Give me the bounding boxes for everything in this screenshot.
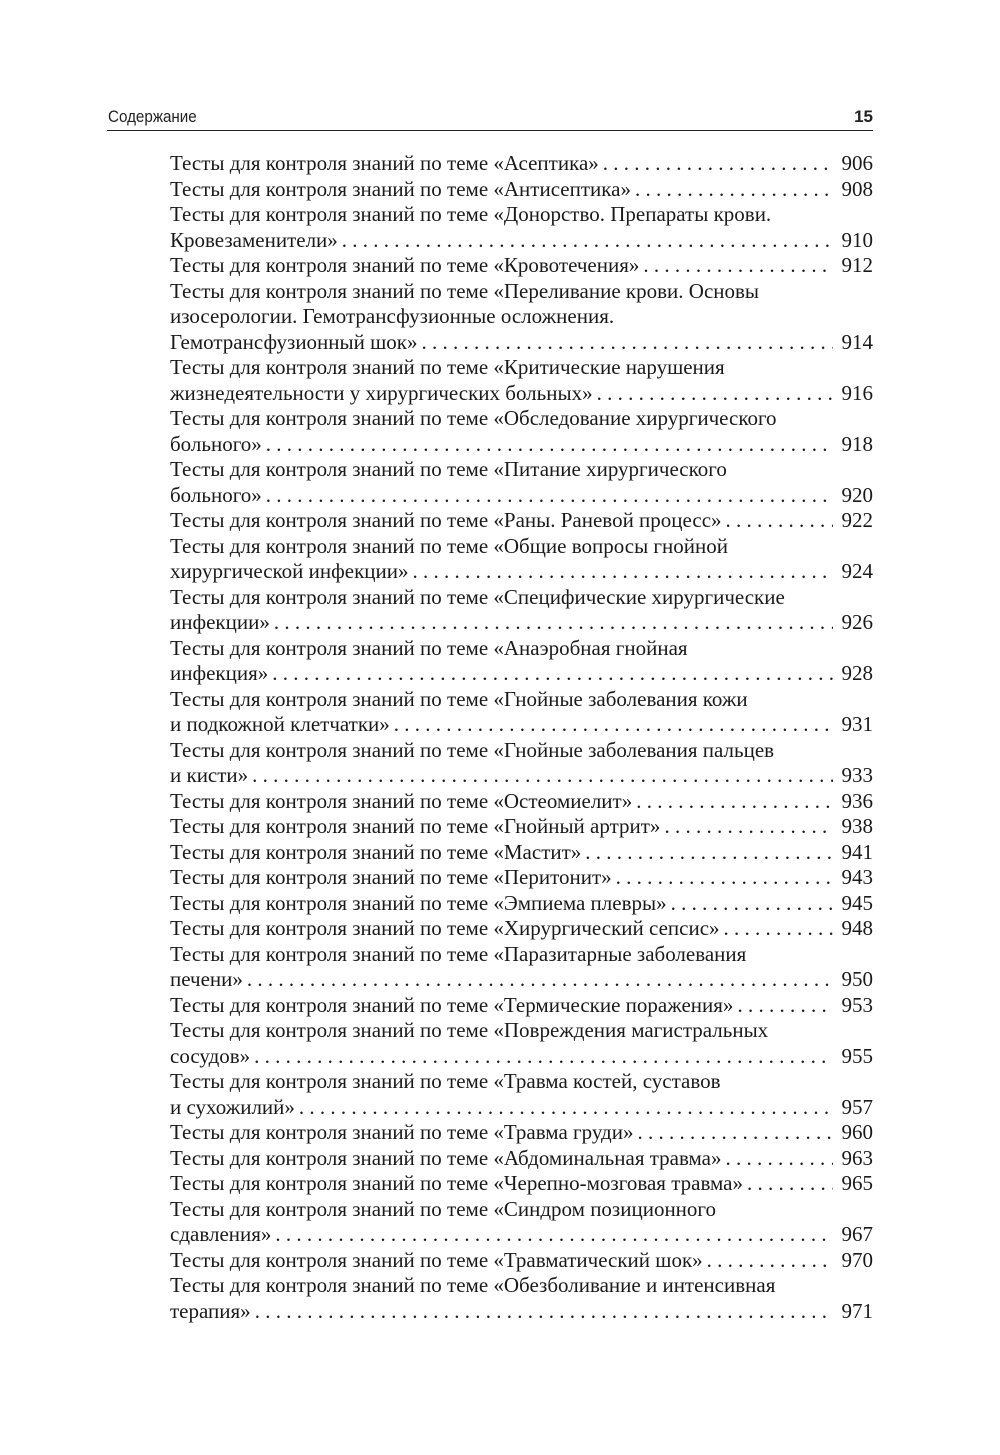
toc-entry[interactable] — [170, 738, 873, 789]
toc-entry-line: Тесты для контроля знаний по теме «Переливание крови. Основы — [170, 278, 760, 303]
toc-entry-page: 928 — [841, 661, 873, 685]
toc-entry-text: Тесты для контроля знаний по теме «Черепно-мозговая травма» — [170, 1171, 743, 1195]
toc-entry[interactable] — [170, 687, 873, 738]
toc-entry-page: 910 — [841, 227, 873, 252]
toc-entry[interactable] — [170, 151, 873, 177]
toc-entry-line — [170, 508, 873, 534]
toc-entry-line: Тесты для контроля знаний по теме «Обследование хирургического — [170, 406, 777, 430]
toc-entry-text: Тесты для контроля знаний по теме «Перитонит» — [170, 865, 612, 889]
toc-entry-page: 931 — [841, 712, 873, 736]
dot-leader — [747, 1171, 833, 1197]
toc-entry-line — [170, 712, 873, 738]
running-header — [107, 104, 873, 131]
toc-entry[interactable] — [170, 916, 873, 942]
toc-entry-line: Тесты для контроля знаний по теме «Донорство. Препараты крови. — [170, 202, 772, 226]
toc-entry[interactable] — [170, 1171, 873, 1197]
toc-entry-line: Тесты для контроля знаний по теме «Критические нарушения — [170, 355, 725, 379]
toc-entry[interactable] — [170, 202, 873, 253]
toc-entry-line — [170, 993, 873, 1019]
toc-entry-line — [170, 610, 873, 636]
toc-entry[interactable] — [170, 1146, 873, 1172]
toc-entry-page: 955 — [841, 1043, 873, 1068]
dot-leader — [342, 228, 833, 254]
toc-entry-text: и кисти» — [170, 763, 249, 787]
toc-entry-line — [170, 483, 873, 509]
toc-entry-line: Тесты для контроля знаний по теме «Синдром позиционного — [170, 1196, 717, 1221]
toc-entry-line — [170, 228, 873, 254]
toc-entry-text: терапия» — [170, 1298, 251, 1323]
toc-entry-text: Тесты для контроля знаний по теме «Раны. Раневой процесс» — [170, 508, 722, 532]
dot-leader — [252, 763, 833, 789]
toc-entry-line — [170, 789, 873, 815]
dot-leader — [274, 610, 833, 636]
toc-entry-line — [170, 661, 873, 687]
toc-entry-text: жизнедеятельности у хирургических больных» — [170, 380, 593, 405]
toc-entry[interactable] — [170, 636, 873, 687]
toc-entry-page: 936 — [841, 788, 873, 813]
toc-entry[interactable] — [170, 534, 873, 585]
toc-entry[interactable] — [170, 814, 873, 840]
running-header-title: Содержание — [108, 108, 197, 126]
toc-entry-page: 945 — [841, 890, 873, 915]
dot-leader — [635, 177, 833, 203]
toc-entry-line — [170, 916, 873, 942]
toc-entry-text: инфекции» — [170, 610, 270, 634]
toc-entry-text: и сухожилий» — [170, 1094, 295, 1119]
toc-entry[interactable] — [170, 1120, 873, 1146]
toc-entry-line — [170, 891, 873, 917]
toc-entry-text: Гемотрансфузионный шок» — [170, 329, 418, 354]
dot-leader — [266, 483, 833, 509]
toc-entry-line — [170, 840, 873, 866]
toc-entry-line — [170, 1299, 873, 1325]
toc-entry-line — [170, 1044, 873, 1070]
toc-entry-line: Тесты для контроля знаний по теме «Обезболивание и интенсивная — [170, 1273, 776, 1297]
toc-entry-page: 926 — [841, 610, 873, 634]
toc-entry-page: 906 — [841, 151, 873, 175]
toc-entry-line — [170, 814, 873, 840]
toc-entry[interactable] — [170, 993, 873, 1019]
dot-leader — [275, 1222, 833, 1248]
toc-entry-page: 912 — [841, 253, 873, 277]
toc-entry-line — [170, 1222, 873, 1248]
toc-entry[interactable] — [170, 891, 873, 917]
toc-entry[interactable] — [170, 355, 873, 406]
toc-entry[interactable] — [170, 177, 873, 203]
toc-entry-page: 933 — [841, 763, 873, 787]
toc-entry-text: инфекция» — [170, 661, 269, 685]
toc-entry-line — [170, 253, 873, 279]
toc-entry[interactable] — [170, 457, 873, 508]
dot-leader — [299, 1095, 833, 1121]
toc-entry[interactable] — [170, 840, 873, 866]
toc-entry-page: 914 — [841, 329, 873, 354]
toc-entry-page: 924 — [841, 559, 873, 583]
toc-entry[interactable] — [170, 1197, 873, 1248]
toc-entry-page: 916 — [841, 380, 873, 405]
toc-entry[interactable] — [170, 508, 873, 534]
toc-entry-page: 953 — [841, 992, 873, 1017]
toc-entry-text: больного» — [170, 431, 262, 456]
page-number: 15 — [854, 107, 873, 126]
toc-entry-line — [170, 967, 873, 993]
toc-entry-text: Тесты для контроля знаний по теме «Остеомиелит» — [170, 788, 633, 813]
toc-entry-page: 967 — [841, 1222, 873, 1246]
toc-entry-line: Тесты для контроля знаний по теме «Питание хирургического — [170, 457, 727, 481]
dot-leader — [643, 253, 833, 279]
toc-entry-line — [170, 151, 873, 177]
toc-entry-page: 965 — [841, 1171, 873, 1195]
toc-entry-page: 963 — [841, 1145, 873, 1170]
toc-entry-page: 957 — [841, 1094, 873, 1119]
toc-entry-line: Тесты для контроля знаний по теме «Гнойные заболевания кожи — [170, 686, 748, 711]
toc-entry-line — [170, 865, 873, 891]
toc-entry-line: Тесты для контроля знаний по теме «Паразитарные заболевания — [170, 941, 747, 966]
table-of-contents — [170, 151, 873, 1324]
toc-entry-page: 922 — [841, 508, 873, 532]
toc-entry-text: сосудов» — [170, 1043, 251, 1068]
toc-entry-line — [170, 177, 873, 203]
toc-entry-text: Тесты для контроля знаний по теме «Травматический шок» — [170, 1247, 703, 1272]
dot-leader — [413, 559, 834, 585]
toc-entry-page: 908 — [841, 176, 873, 201]
toc-entry-text: сдавления» — [170, 1222, 272, 1246]
toc-entry-line — [170, 559, 873, 585]
toc-entry-page: 948 — [841, 916, 873, 940]
dot-leader — [707, 1248, 833, 1274]
toc-entry-line — [170, 763, 873, 789]
toc-entry-text: Тесты для контроля знаний по теме «Термические поражения» — [170, 992, 734, 1017]
toc-entry-line: Тесты для контроля знаний по теме «Специфические хирургические — [170, 584, 785, 609]
toc-entry-text: Тесты для контроля знаний по теме «Гнойный артрит» — [170, 814, 661, 838]
toc-entry-line — [170, 432, 873, 458]
dot-leader — [266, 432, 833, 458]
toc-entry-text: Кровезаменители» — [170, 227, 338, 252]
toc-entry-page: 918 — [841, 431, 873, 456]
toc-entry-line: изосерологии. Гемотрансфузионные осложнения. — [170, 304, 615, 328]
dot-leader — [616, 865, 833, 891]
toc-entry-line: Тесты для контроля знаний по теме «Анаэробная гнойная — [170, 635, 688, 660]
dot-leader — [737, 993, 833, 1019]
toc-entry-line: Тесты для контроля знаний по теме «Общие вопросы гнойной — [170, 533, 728, 558]
toc-entry-text: хирургической инфекции» — [170, 559, 409, 583]
dot-leader — [422, 330, 833, 356]
toc-entry[interactable] — [170, 406, 873, 457]
toc-entry-text: Тесты для контроля знаний по теме «Кровотечения» — [170, 253, 640, 277]
dot-leader — [254, 1044, 833, 1070]
toc-entry[interactable] — [170, 585, 873, 636]
toc-entry[interactable] — [170, 1273, 873, 1324]
toc-entry-page: 970 — [841, 1247, 873, 1272]
dot-leader — [726, 508, 833, 534]
toc-entry-line: Тесты для контроля знаний по теме «Травма костей, суставов — [170, 1069, 721, 1093]
toc-entry-text: больного» — [170, 482, 262, 507]
toc-entry-text: печени» — [170, 967, 243, 991]
toc-entry-text: Тесты для контроля знаний по теме «Травма груди» — [170, 1120, 634, 1144]
toc-entry-line — [170, 1095, 873, 1121]
toc-entry-text: Тесты для контроля знаний по теме «Абдоминальная травма» — [170, 1145, 722, 1170]
toc-entry-text: Тесты для контроля знаний по теме «Эмпиема плевры» — [170, 890, 667, 915]
toc-entry-text: Тесты для контроля знаний по теме «Хирургический сепсис» — [170, 916, 720, 940]
toc-entry-text: Тесты для контроля знаний по теме «Антисептика» — [170, 176, 631, 201]
toc-entry-page: 941 — [841, 839, 873, 864]
toc-entry[interactable] — [170, 1069, 873, 1120]
dot-leader — [724, 916, 833, 942]
toc-entry-line — [170, 1120, 873, 1146]
dot-leader — [636, 789, 833, 815]
dot-leader — [272, 661, 833, 687]
toc-entry-text: Тесты для контроля знаний по теме «Асептика» — [170, 151, 599, 175]
toc-entry-text: Тесты для контроля знаний по теме «Мастит» — [170, 839, 582, 864]
dot-leader — [247, 967, 833, 993]
dot-leader — [664, 814, 833, 840]
toc-entry-page: 920 — [841, 482, 873, 507]
toc-entry[interactable] — [170, 865, 873, 891]
toc-entry-line — [170, 381, 873, 407]
toc-entry-page: 938 — [841, 814, 873, 838]
dot-leader — [585, 840, 833, 866]
toc-entry-line — [170, 330, 873, 356]
dot-leader — [637, 1120, 833, 1146]
toc-entry[interactable] — [170, 1248, 873, 1274]
toc-entry[interactable] — [170, 253, 873, 279]
toc-entry-page: 960 — [841, 1120, 873, 1144]
toc-entry[interactable] — [170, 789, 873, 815]
toc-entry-page: 971 — [841, 1298, 873, 1323]
dot-leader — [726, 1146, 833, 1172]
toc-entry-line: Тесты для контроля знаний по теме «Гнойные заболевания пальцев — [170, 737, 775, 762]
toc-entry-line: Тесты для контроля знаний по теме «Повреждения магистральных — [170, 1018, 769, 1042]
dot-leader — [597, 381, 833, 407]
dot-leader — [671, 891, 833, 917]
toc-entry-page: 943 — [841, 865, 873, 889]
toc-entry[interactable] — [170, 1018, 873, 1069]
dot-leader — [603, 151, 833, 177]
dot-leader — [394, 712, 833, 738]
toc-entry[interactable] — [170, 942, 873, 993]
toc-entry-text: и подкожной клетчатки» — [170, 712, 390, 736]
toc-entry[interactable] — [170, 279, 873, 356]
dot-leader — [255, 1299, 833, 1325]
toc-entry-line — [170, 1248, 873, 1274]
toc-entry-page: 950 — [841, 967, 873, 991]
toc-entry-line — [170, 1171, 873, 1197]
toc-entry-line — [170, 1146, 873, 1172]
